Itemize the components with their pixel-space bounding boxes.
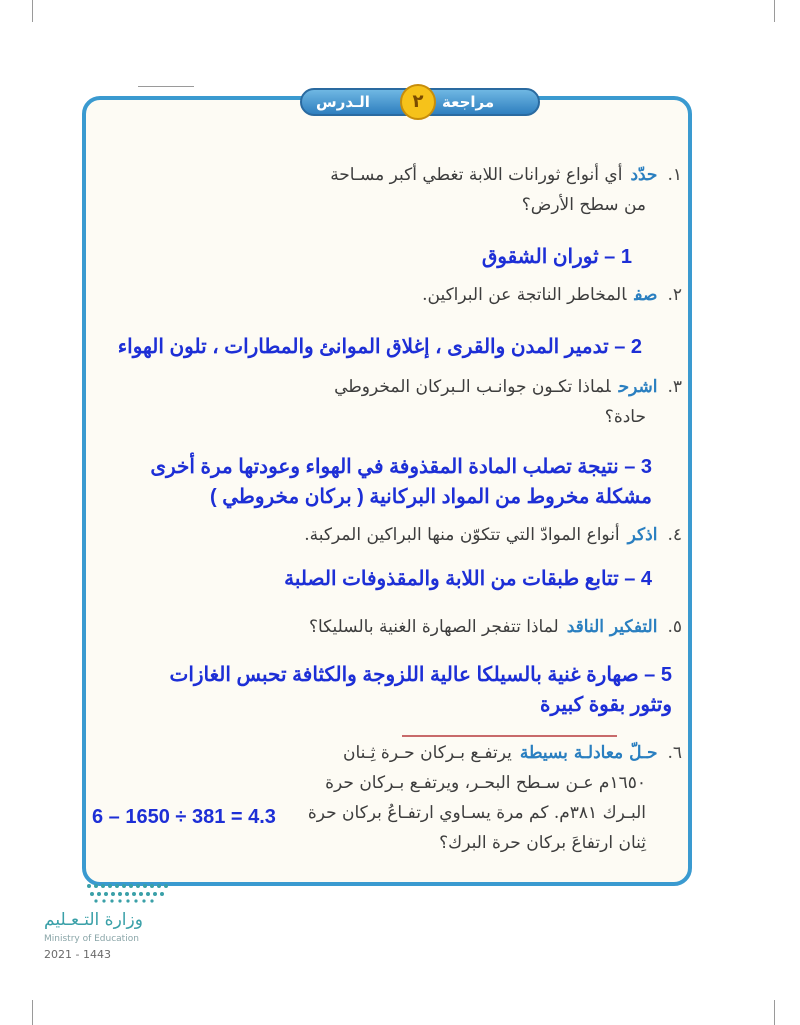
banner-lesson-label: الـدرس [316, 93, 370, 111]
banner-lesson-number: ٢ [400, 84, 436, 120]
question-1: ١.حدّدأي أنواع ثورانات اللابة تغطي أكبر مسـاحة من سطح الأرض؟ [330, 165, 682, 215]
ministry-name-arabic: وزارة التـعـليم [44, 910, 143, 930]
answer-4: 4 – تتابع طبقات من اللابة والمقذوفات الصلبة [284, 568, 652, 590]
edition-year: 2021 - 1443 [44, 948, 111, 961]
question-keyword: اشرح [618, 377, 658, 397]
ministry-logo-icon [84, 880, 174, 904]
answer-2: 2 – تدمير المدن والقرى ، إغلاق الموانئ والمطارات ، تلون الهواء [117, 336, 642, 358]
question-4: ٤.اذكرأنواع الموادّ التي تتكوّن منها البراكين المركبة. [304, 525, 682, 545]
crop-mark [138, 86, 194, 87]
answer-6: 6 – 1650 ÷ 381 = 4.3 [92, 806, 276, 828]
question-keyword: حدّد [630, 165, 658, 185]
question-5: ٥.التفكير الناقدلماذا تتفجر الصهارة الغنية بالسليكا؟ [308, 617, 682, 637]
question-3: ٣.اشرحلماذا تكـون جوانـب الـبركان المخروطي حادة؟ [334, 377, 682, 427]
question-keyword: التفكير الناقد [566, 617, 658, 637]
answer-3: 3 – نتيجة تصلب المادة المقذوفة في الهواء وعودتها مرة أخرى مشكلة مخروط من المواد البركانية ( بركان مخروطي ) [150, 456, 652, 508]
crop-mark [774, 0, 775, 22]
answer-1: 1 – ثوران الشقوق [481, 246, 632, 268]
question-2: ٢.صفالمخاطر الناتجة عن البراكين. [422, 285, 682, 305]
ministry-name-english: Ministry of Education [44, 934, 139, 944]
answer-5: 5 – صهارة غنية بالسيلكا عالية اللزوجة والكثافة تحبس الغازات وتثور بقوة كبيرة [169, 664, 672, 716]
crop-mark [774, 1000, 775, 1025]
lesson-review-banner [300, 88, 540, 116]
question-keyword: حـلّ معادلـة بسيطة [519, 743, 658, 763]
crop-mark [32, 1000, 33, 1025]
section-divider [402, 735, 617, 737]
question-keyword: اذكر [627, 525, 658, 545]
question-keyword: صف [634, 285, 658, 305]
banner-review-label: مراجعة [442, 93, 495, 111]
question-6: ٦.حـلّ معادلـة بسيطةيرتفـع بـركان حـرة ثِـنان ١٦٥٠م عـن سـطح البحـر، ويرتفـع بـركان حرة البـرك ٣٨١م. كم مرة يسـاوي ارتفـاعُ بركان حرة ثِنان ارتفاعَ بركان حرة البرك؟ [307, 743, 682, 853]
crop-mark [32, 0, 33, 22]
